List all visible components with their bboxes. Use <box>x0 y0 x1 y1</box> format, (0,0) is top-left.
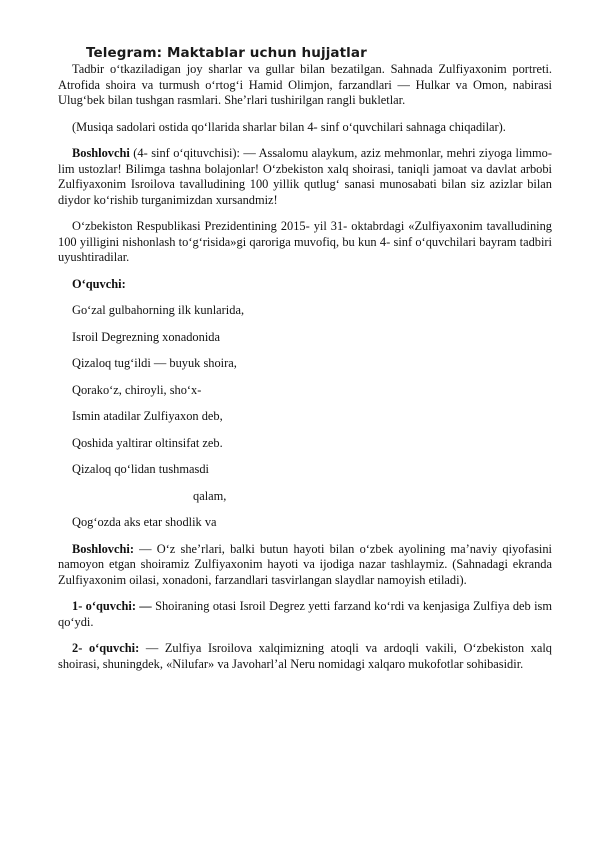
paragraph-intro: Tadbir o‘tkaziladigan joy sharlar va gullar bilan bezatilgan. Sahnada Zulfiyaxonim portreti. Atrofida shoira va turmush o‘rtog‘i Hamid Olimjon, farzandlari — Hulkar va Omon, nabirasi Ulug‘bek bilan tushgan rasmlari. She’rlari tushirilgan rangli bukletlar. <box>58 62 552 107</box>
paragraph-host-intro <box>58 542 552 589</box>
paragraph-stage-direction: (Musiqa sadolari ostida qo‘llarida sharlar bilan 4- sinf o‘quvchilari sahnaga chiqadilar). <box>72 119 506 134</box>
poem-line: qalam, <box>193 488 227 503</box>
poem-line: Ismin atadilar Zulfiyaxon deb, <box>72 409 223 423</box>
document-header: Telegram: Maktablar uchun hujjatlar <box>86 45 367 61</box>
poem-line: Qorako‘z, chiroyli, sho‘x- <box>72 382 202 397</box>
poem-line: Qizaloq tug‘ildi — buyuk shoira, <box>72 356 237 370</box>
poem-line: Go‘zal gulbahorning ilk kunlarida, <box>72 303 245 317</box>
speaker-label: Boshlovchi <box>72 146 130 160</box>
speech-text: — O‘z she’rlari, balki butun hayoti bilan o‘zbek ayolining ma’naviy qiyofasini namoyon etgan shoiramiz Zulfiyaxonim hayoti va ijodiga nazar tashlaymiz. (Sahnadagi ekranda Zulfiyaxonim oilasi, xonadoni, farzandlari tasvirlangan slaydlar namoyish etiladi). <box>58 541 552 587</box>
speaker-label: 2- o‘quvchi: <box>72 641 140 655</box>
poem-line: Qoshida yaltirar oltinsifat zeb. <box>72 435 223 450</box>
poem-line: Qog‘ozda aks etar shodlik va <box>72 515 217 529</box>
speech-text: — Zulfiya Isroilova xalqimizning atoqli va ardoqli vakili, O‘zbekiston xalq shoirasi, shuningdek, «Nilufar» va Javoharl’al Neru nomidagi xalqaro mukofotlar sohibasidir. <box>58 641 552 671</box>
speech-text: Shoiraning otasi Isroil Degrez yetti farzand ko‘rdi va kenjasiga Zulfiya deb ism qo‘ydi. <box>58 599 552 629</box>
poem-line: Qizaloq qo‘lidan tushmasdi <box>72 462 209 476</box>
paragraph-student-1 <box>58 599 552 630</box>
poem-line: Isroil Degrezning xonadonida <box>72 329 220 344</box>
speech-text: (4- sinf o‘qituvchisi): — Assalomu alaykum, aziz mehmonlar, mehri ziyoga limmo-lim ustozlar! Bilimga tashna bolajonlar! O‘zbekiston xalq shoirasi, taniqli jamoat va davlat arbobi Zulfiyaxonim Isroilova tavalludining 100 yillik qutlug‘ sanasi munosabati bilan siz azizlar bilan diydor ko‘rishib turganimizdan xursandmiz! <box>58 146 552 207</box>
speaker-label: 1- o‘quvchi: — <box>72 599 152 613</box>
speaker-label: Boshlovchi: <box>72 541 134 556</box>
paragraph-student-2 <box>58 641 552 672</box>
paragraph-decree: O‘zbekiston Respublikasi Prezidentining 2015- yil 31- oktabrdagi «Zulfiyaxonim tavalludining 100 yilligini nishonlash to‘g‘risida»gi qaroriga muvofiq, bu kun 4- sinf o‘quvchilari bayram tadbiri uyushtiradilar. <box>58 219 552 264</box>
speaker-label-student: O‘quvchi: <box>72 276 126 291</box>
paragraph-host-greeting <box>58 146 552 208</box>
document-body <box>58 62 552 672</box>
